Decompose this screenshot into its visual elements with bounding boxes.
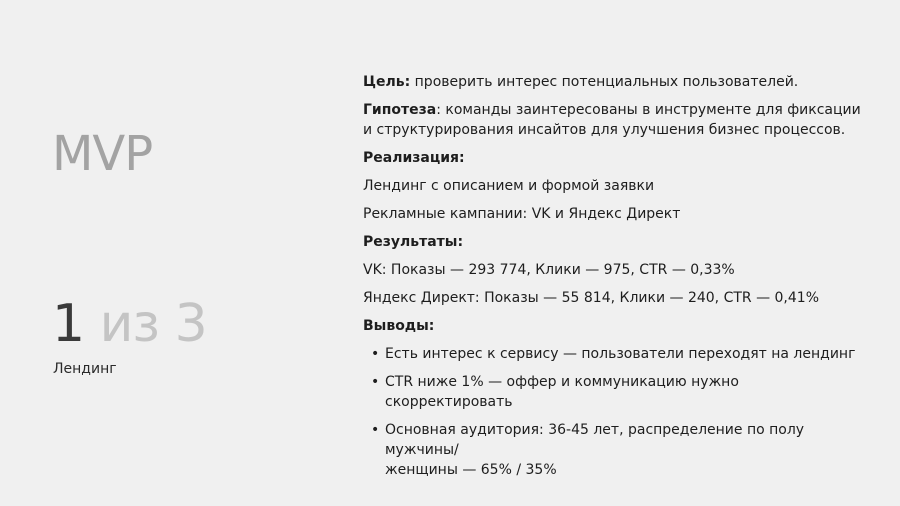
list-item-text: Основная аудитория: 36-45 лет, распределение по полу мужчины/ (385, 422, 805, 458)
hypothesis-paragraph (363, 100, 863, 140)
bullet-icon: • (371, 374, 380, 390)
list-item-text: Есть интерес к сервису — пользователи переходят на лендинг (385, 346, 856, 362)
results-item-vk: VK: Показы — 293 774, Клики — 975, CTR — 0,33% (363, 262, 735, 278)
results-heading: Результаты: (363, 234, 464, 250)
list-item (363, 344, 863, 364)
list-item (363, 372, 863, 412)
list-item-text: CTR ниже 1% — оффер и коммуникацию нужно скорректировать (385, 374, 739, 410)
bullet-icon: • (371, 346, 380, 362)
content-block (363, 72, 863, 488)
implementation-heading: Реализация: (363, 150, 465, 166)
conclusions-list (363, 344, 863, 480)
slide-title: MVP (52, 126, 153, 182)
conclusions-heading: Выводы: (363, 318, 435, 334)
implementation-item: Лендинг с описанием и формой заявки (363, 178, 655, 194)
list-item-text-line2: женщины — 65% / 35% (385, 462, 557, 478)
goal-paragraph (363, 72, 863, 92)
list-item (363, 420, 863, 480)
counter-total: из 3 (99, 294, 207, 354)
counter-current: 1 (52, 294, 85, 354)
slide-sublabel: Лендинг (53, 361, 117, 377)
goal-label: Цель: (363, 74, 411, 90)
implementation-item: Рекламные кампании: VK и Яндекс Директ (363, 206, 681, 222)
results-item-yandex: Яндекс Директ: Показы — 55 814, Клики — 240, CTR — 0,41% (363, 290, 819, 306)
hypothesis-text-line2: и структурирования инсайтов для улучшения бизнес процессов. (363, 122, 846, 138)
goal-text: проверить интерес потенциальных пользователей. (410, 74, 799, 90)
hypothesis-label: Гипотеза (363, 102, 437, 118)
bullet-icon: • (371, 422, 380, 438)
hypothesis-text: : команды заинтересованы в инструменте для фиксации (436, 102, 861, 118)
slide-counter (52, 294, 207, 354)
